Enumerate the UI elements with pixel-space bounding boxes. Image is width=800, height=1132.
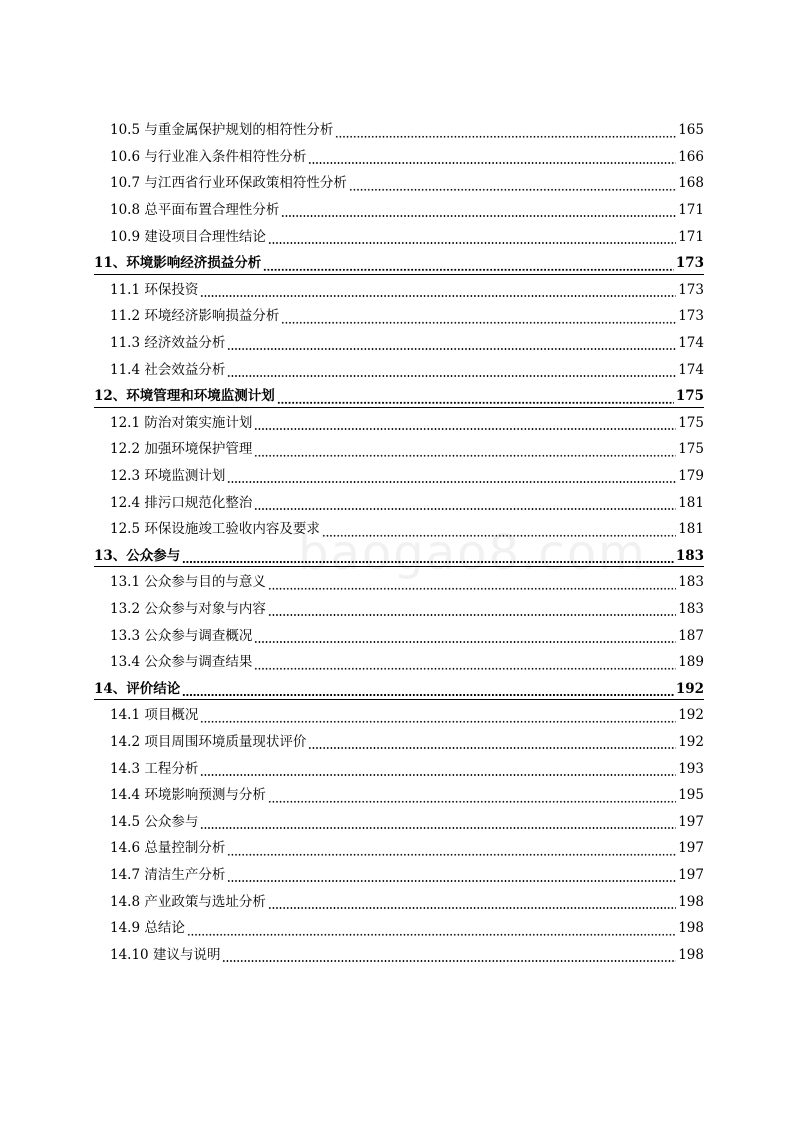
- toc-entry[interactable]: [0, 941, 800, 968]
- toc-entry[interactable]: [0, 330, 800, 357]
- toc-entry[interactable]: [0, 436, 800, 463]
- toc-entry-page: 193: [678, 760, 704, 777]
- toc-dot-leader: [281, 314, 676, 324]
- toc-entry[interactable]: [0, 835, 800, 862]
- toc-dot-leader: [227, 474, 676, 484]
- toc-entry[interactable]: [0, 117, 800, 144]
- toc-dot-leader: [182, 687, 674, 697]
- toc-entry-page: 171: [678, 228, 704, 245]
- toc-dot-leader: [349, 181, 676, 191]
- toc-dot-leader: [200, 288, 676, 298]
- toc-entry[interactable]: [0, 410, 800, 437]
- toc-dot-leader: [308, 155, 676, 165]
- toc-entry-title: 10.7 与江西省行业环保政策相符性分析: [110, 175, 347, 192]
- toc-entry-title: 12.5 环保设施竣工验收内容及要求: [110, 521, 320, 538]
- table-of-contents: [0, 117, 800, 968]
- toc-chapter-title: 14、评价结论: [94, 680, 181, 697]
- toc-entry[interactable]: [0, 808, 800, 835]
- toc-entry-page: 198: [678, 946, 704, 963]
- toc-entry-title: 13.2 公众参与对象与内容: [110, 600, 266, 617]
- toc-entry-page: 171: [678, 202, 704, 219]
- toc-entry[interactable]: [0, 144, 800, 171]
- toc-entry-title: 12.4 排污口规范化整治: [110, 494, 253, 511]
- toc-entry-title: 10.6 与行业准入条件相符性分析: [110, 148, 307, 165]
- toc-dot-leader: [200, 713, 676, 723]
- toc-dot-leader: [227, 341, 676, 351]
- toc-entry[interactable]: [0, 223, 800, 250]
- toc-entry-title: 14.4 环境影响预测与分析: [110, 787, 266, 804]
- toc-entry-title: 12.3 环境监测计划: [110, 468, 226, 485]
- toc-entry[interactable]: [0, 729, 800, 756]
- toc-entry-page: 168: [678, 175, 704, 192]
- toc-dot-leader: [227, 368, 676, 378]
- toc-entry-page: 192: [678, 733, 704, 750]
- toc-entry-title: 11.4 社会效益分析: [110, 361, 226, 378]
- toc-dot-leader: [268, 580, 676, 590]
- toc-chapter-page: 175: [675, 388, 704, 405]
- toc-dot-leader: [308, 740, 676, 750]
- toc-entry-title: 13.3 公众参与调查概况: [110, 627, 253, 644]
- toc-entry[interactable]: [0, 649, 800, 676]
- toc-entry-page: 181: [678, 521, 704, 538]
- toc-entry[interactable]: [0, 170, 800, 197]
- toc-chapter-entry[interactable]: [0, 250, 800, 277]
- toc-entry-title: 12.1 防治对策实施计划: [110, 414, 253, 431]
- toc-dot-leader: [268, 235, 676, 245]
- toc-dot-leader: [227, 873, 676, 883]
- toc-entry[interactable]: [0, 356, 800, 383]
- toc-entry-page: 189: [678, 654, 704, 671]
- toc-dot-leader: [254, 501, 676, 511]
- toc-dot-leader: [281, 208, 676, 218]
- toc-dot-leader: [254, 634, 676, 644]
- toc-dot-leader: [263, 261, 674, 271]
- toc-entry-title: 14.10 建议与说明: [110, 946, 221, 963]
- toc-entry-page: 165: [678, 122, 704, 139]
- toc-dot-leader: [268, 900, 676, 910]
- toc-dot-leader: [222, 953, 676, 963]
- toc-entry-page: 195: [678, 787, 704, 804]
- toc-entry-page: 175: [678, 414, 704, 431]
- toc-entry-title: 14.5 公众参与: [110, 813, 199, 830]
- toc-entry-title: 13.1 公众参与目的与意义: [110, 574, 266, 591]
- toc-entry-title: 14.9 总结论: [110, 920, 185, 937]
- toc-dot-leader: [277, 394, 674, 404]
- toc-entry-page: 198: [678, 893, 704, 910]
- toc-entry-title: 11.1 环保投资: [110, 281, 199, 298]
- toc-dot-leader: [335, 128, 676, 138]
- toc-entry[interactable]: [0, 782, 800, 809]
- toc-entry-page: 173: [678, 308, 704, 325]
- toc-dot-leader: [182, 554, 674, 564]
- toc-chapter-entry[interactable]: [0, 383, 800, 410]
- toc-entry-page: 197: [678, 840, 704, 857]
- toc-dot-leader: [254, 447, 676, 457]
- toc-dot-leader: [322, 527, 676, 537]
- toc-entry-page: 197: [678, 866, 704, 883]
- toc-entry[interactable]: [0, 463, 800, 490]
- toc-entry[interactable]: [0, 596, 800, 623]
- toc-entry-title: 10.8 总平面布置合理性分析: [110, 202, 280, 219]
- toc-entry-title: 11.2 环境经济影响损益分析: [110, 308, 280, 325]
- toc-entry-title: 10.9 建设项目合理性结论: [110, 228, 266, 245]
- toc-entry[interactable]: [0, 277, 800, 304]
- toc-entry[interactable]: [0, 702, 800, 729]
- toc-entry-page: 174: [678, 361, 704, 378]
- toc-entry[interactable]: [0, 569, 800, 596]
- toc-entry-title: 14.1 项目概况: [110, 707, 199, 724]
- toc-dot-leader: [254, 421, 676, 431]
- toc-entry-page: 197: [678, 813, 704, 830]
- toc-entry-page: 183: [678, 574, 704, 591]
- toc-entry-title: 13.4 公众参与调查结果: [110, 654, 253, 671]
- toc-entry-title: 12.2 加强环境保护管理: [110, 441, 253, 458]
- toc-chapter-entry[interactable]: [0, 675, 800, 702]
- toc-dot-leader: [254, 660, 676, 670]
- toc-chapter-title: 11、环境影响经济损益分析: [94, 255, 262, 272]
- toc-entry-page: 183: [678, 600, 704, 617]
- toc-entry[interactable]: [0, 888, 800, 915]
- toc-entry[interactable]: [0, 622, 800, 649]
- toc-entry[interactable]: [0, 915, 800, 942]
- toc-chapter-title: 13、公众参与: [94, 547, 181, 564]
- toc-dot-leader: [200, 820, 676, 830]
- toc-entry-page: 174: [678, 335, 704, 352]
- toc-entry-title: 10.5 与重金属保护规划的相符性分析: [110, 122, 334, 139]
- toc-entry-page: 166: [678, 148, 704, 165]
- toc-dot-leader: [227, 846, 676, 856]
- toc-entry-page: 179: [678, 468, 704, 485]
- toc-dot-leader: [187, 926, 676, 936]
- toc-entry-page: 192: [678, 707, 704, 724]
- toc-entry-title: 11.3 经济效益分析: [110, 335, 226, 352]
- toc-entry-page: 198: [678, 920, 704, 937]
- toc-entry[interactable]: [0, 516, 800, 543]
- toc-entry[interactable]: [0, 862, 800, 889]
- toc-entry-page: 173: [678, 281, 704, 298]
- toc-entry-page: 181: [678, 494, 704, 511]
- toc-entry[interactable]: [0, 197, 800, 224]
- toc-entry-title: 14.6 总量控制分析: [110, 840, 226, 857]
- toc-entry-title: 14.8 产业政策与选址分析: [110, 893, 266, 910]
- toc-chapter-page: 183: [675, 547, 704, 564]
- toc-chapter-page: 192: [675, 680, 704, 697]
- toc-chapter-title: 12、环境管理和环境监测计划: [94, 388, 275, 405]
- toc-entry-title: 14.7 清洁生产分析: [110, 866, 226, 883]
- toc-chapter-entry[interactable]: [0, 543, 800, 570]
- toc-entry[interactable]: [0, 755, 800, 782]
- toc-entry-title: 14.2 项目周围环境质量现状评价: [110, 733, 307, 750]
- toc-entry[interactable]: [0, 303, 800, 330]
- toc-entry-page: 187: [678, 627, 704, 644]
- toc-entry-page: 175: [678, 441, 704, 458]
- toc-dot-leader: [268, 607, 676, 617]
- toc-chapter-page: 173: [675, 255, 704, 272]
- toc-dot-leader: [200, 767, 676, 777]
- toc-dot-leader: [268, 793, 676, 803]
- toc-entry-title: 14.3 工程分析: [110, 760, 199, 777]
- toc-entry[interactable]: [0, 489, 800, 516]
